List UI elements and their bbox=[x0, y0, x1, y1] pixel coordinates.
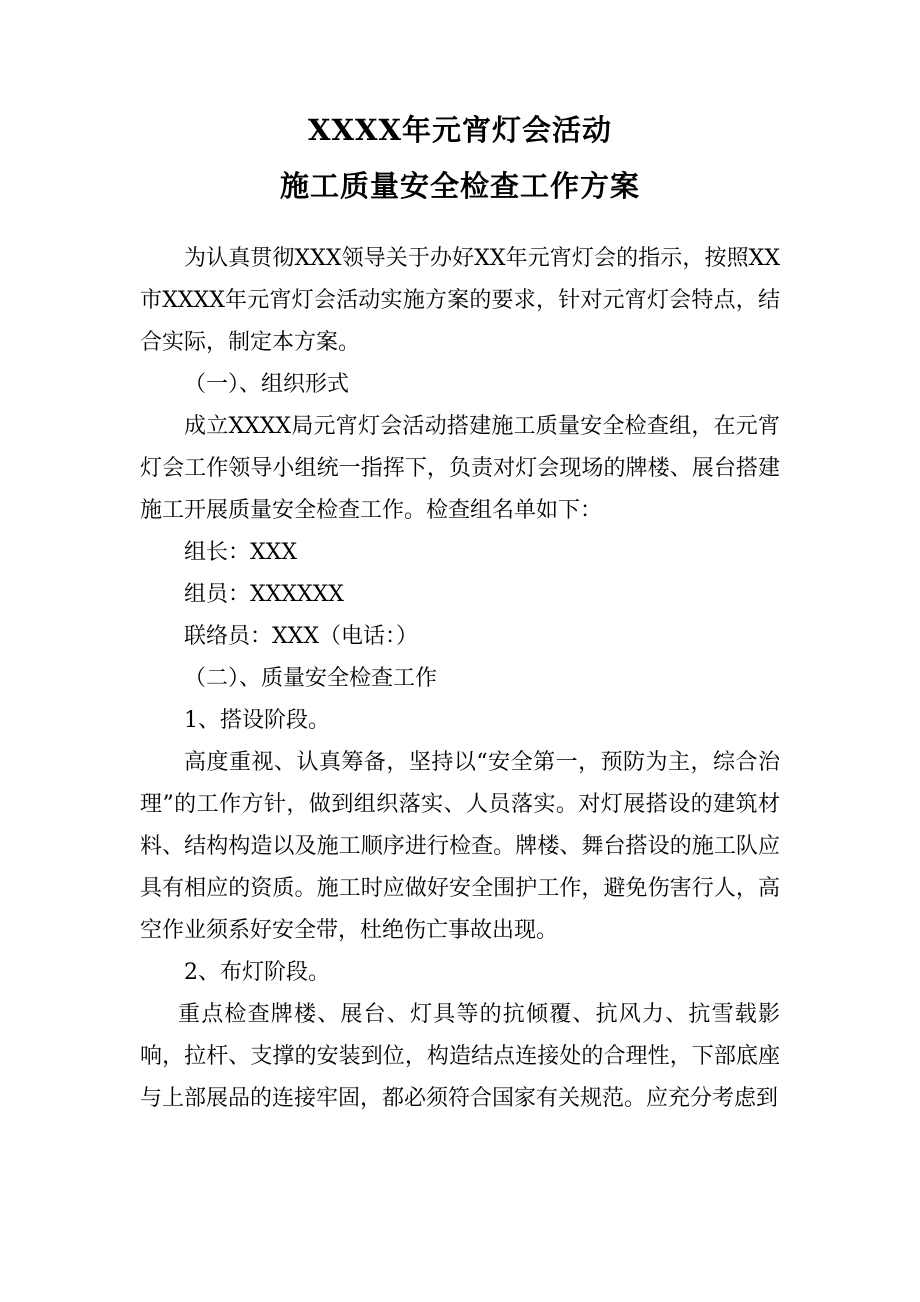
document-body bbox=[140, 238, 780, 1120]
subheading-lighting-stage: 2、布灯阶段。 bbox=[184, 960, 330, 985]
team-members-line: 组员：XXXXXX bbox=[184, 582, 344, 607]
organization-paragraph: 成立XXXX局元宵灯会活动搭建施工质量安全检查组，在元宵灯会工作领导小组统一指挥下，负责对灯会现场的牌楼、展台搭建施工开展质量安全检查工作。检查组名单如下： bbox=[140, 414, 780, 523]
team-leader-line: 组长：XXX bbox=[184, 540, 297, 565]
lighting-stage-paragraph: 重点检查牌楼、展台、灯具等的抗倾覆、抗风力、抗雪载影响，拉杆、支撑的安装到位，构造结点连接处的合理性，下部底座与上部展品的连接牢固，都必须符合国家有关规范。应充分考虑到 bbox=[140, 1002, 780, 1111]
document-title-line-1: XXXX年元宵灯会活动 bbox=[307, 113, 612, 147]
section-heading-organization: （一）、组织形式 bbox=[184, 372, 350, 397]
setup-stage-paragraph: 高度重视、认真筹备，坚持以“安全第一，预防为主，综合治理”的工作方针，做到组织落实、人员落实。对灯展搭设的建筑材料、结构构造以及施工顺序进行检查。牌楼、舞台搭设的施工队应具有相应的资质。施工时应做好安全围护工作，避免伤害行人，高空作业须系好安全带，杜绝伤亡事故出现。 bbox=[140, 750, 780, 943]
subheading-setup-stage: 1、搭设阶段。 bbox=[184, 708, 330, 733]
section-heading-inspection: （二）、质量安全检查工作 bbox=[184, 666, 438, 691]
liaison-line: 联络员：XXX（电话：） bbox=[184, 624, 418, 649]
document-title-line-2: 施工质量安全检查工作方案 bbox=[279, 169, 640, 203]
intro-paragraph: 为认真贯彻XXX领导关于办好XX年元宵灯会的指示，按照XX市XXXX年元宵灯会活动实施方案的要求，针对元宵灯会特点，结合实际，制定本方案。 bbox=[140, 246, 780, 355]
